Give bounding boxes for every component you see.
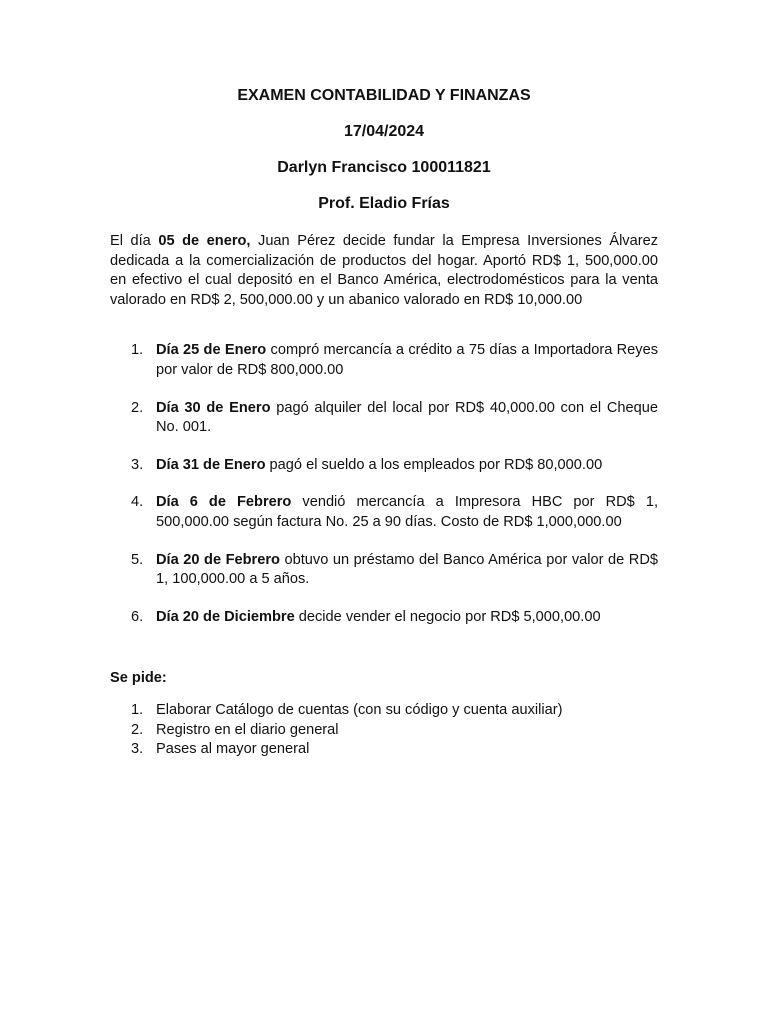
- requirement-text: Elaborar Catálogo de cuentas (con su código y cuenta auxiliar): [156, 701, 563, 718]
- transaction-item: [110, 551, 658, 590]
- transaction-item: [110, 399, 658, 438]
- requirements-label: Se pide:: [110, 670, 167, 687]
- transaction-date: Día 6 de Febrero: [156, 494, 292, 511]
- transaction-text: decide vender el negocio por RD$ 5,000,00.00: [294, 608, 601, 625]
- exam-date: 17/04/2024: [343, 123, 425, 140]
- transaction-text: vendió mercancía a Impresora HBC por RD$ 1, 500,000.00 según factura No. 25 a 90 días. Costo de RD$ 1,000,000.00: [156, 494, 658, 530]
- intro-paragraph: [110, 232, 658, 310]
- requirement-text: Pases al mayor general: [156, 741, 310, 758]
- requirement-item: [110, 740, 658, 760]
- exam-title: EXAMEN CONTABILIDAD Y FINANZAS: [237, 87, 531, 104]
- item-number: 5.: [131, 551, 144, 568]
- item-number: 1.: [131, 342, 144, 359]
- transactions-list: [110, 341, 658, 627]
- transaction-date: Día 20 de Diciembre: [156, 608, 295, 625]
- transaction-item: [110, 493, 658, 532]
- item-number: 3.: [131, 456, 144, 473]
- item-number: 3.: [131, 741, 144, 758]
- transaction-text: compró mercancía a crédito a 75 días a Importadora Reyes por valor de RD$ 800,000.00: [156, 342, 659, 378]
- item-number: 6.: [131, 608, 144, 625]
- transaction-text: obtuvo un préstamo del Banco América por valor de RD$ 1, 100,000.00 a 5 años.: [156, 551, 658, 588]
- transaction-item: [110, 608, 658, 628]
- intro-date: 05 de enero,: [158, 233, 251, 249]
- transaction-date: Día 30 de Enero: [156, 399, 271, 416]
- requirement-item: [110, 721, 658, 741]
- transaction-text: pagó el sueldo a los empleados por RD$ 80,000.00: [265, 456, 603, 473]
- intro-prefix: El día: [110, 233, 159, 249]
- transaction-text: pagó alquiler del local por RD$ 40,000.00 con el Cheque No. 001.: [156, 399, 658, 436]
- transaction-item: [110, 456, 658, 476]
- item-number: 2.: [131, 399, 144, 416]
- document-page: [110, 86, 658, 760]
- requirement-item: [110, 701, 658, 721]
- intro-text: Juan Pérez decide fundar la Empresa Inversiones Álvarez dedicada a la comercialización de productos del hogar. Aportó RD$ 1, 500,000.00 en efectivo el cual depositó en el Banco América, electrodomésticos para la venta valorado en RD$ 2, 500,000.00 y un abanico valorado en RD$ 10,000.00: [110, 233, 658, 308]
- requirements-list: [110, 701, 658, 760]
- item-number: 1.: [131, 701, 144, 718]
- student-name: Darlyn Francisco 100011821: [277, 159, 491, 176]
- transaction-date: Día 20 de Febrero: [156, 551, 280, 568]
- professor-name: Prof. Eladio Frías: [318, 195, 450, 212]
- item-number: 2.: [131, 721, 144, 738]
- item-number: 4.: [131, 494, 144, 511]
- transaction-item: [110, 341, 658, 380]
- transaction-date: Día 25 de Enero: [156, 342, 267, 359]
- requirement-text: Registro en el diario general: [156, 721, 339, 738]
- transaction-date: Día 31 de Enero: [156, 456, 266, 473]
